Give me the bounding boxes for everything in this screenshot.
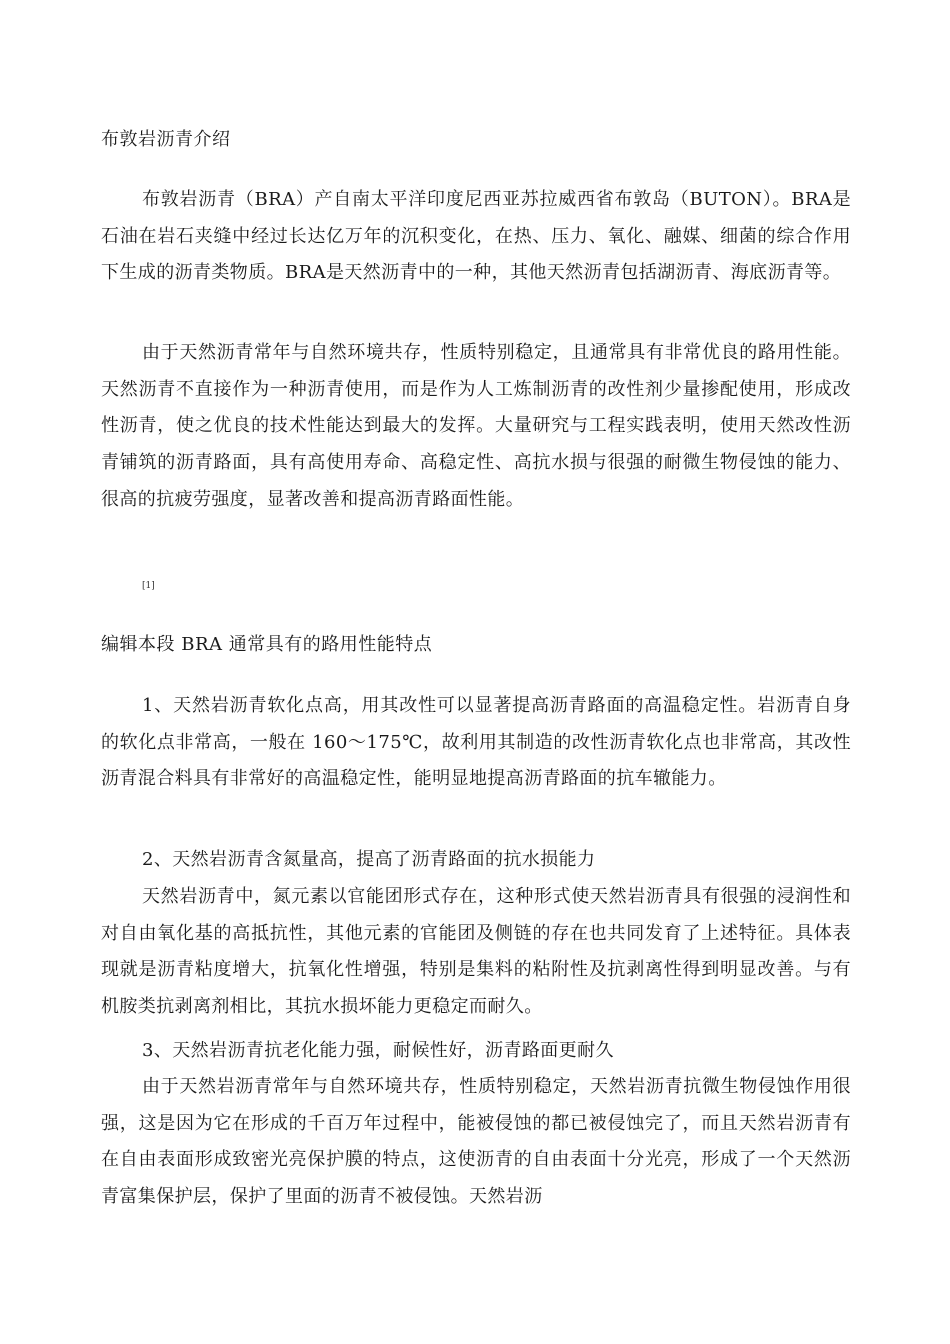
- point-3-paragraph: 由于天然岩沥青常年与自然环境共存，性质特别稳定，天然岩沥青抗微生物侵蚀作用很强，这是因为它在形成的千百万年过程中，能被侵蚀的都已被侵蚀完了，而且天然岩沥青有在自由表面形成致密光亮保护膜的特点，这使沥青的自由表面十分光亮，形成了一个天然沥青富集保护层，保护了里面的沥青不被侵蚀。天然岩沥: [101, 1076, 851, 1208]
- point-3-heading: 3、天然岩沥青抗老化能力强，耐候性好，沥青路面更耐久: [142, 1040, 614, 1061]
- point-2-paragraph: 天然岩沥青中，氮元素以官能团形式存在，这种形式使天然岩沥青具有很强的浸润性和对自由氧化基的高抵抗性，其他元素的官能团及侧链的存在也共同发育了上述特征。具体表现就是沥青粘度增大，抗氧化性增强，特别是集料的粘附性及抗剥离性得到明显改善。与有机胺类抗剥离剂相比，其抗水损坏能力更稳定而耐久。: [101, 886, 851, 1018]
- point-1-paragraph: 1、天然岩沥青软化点高，用其改性可以显著提高沥青路面的高温稳定性。岩沥青自身的软化点非常高，一般在 160～175℃，故利用其制造的改性沥青软化点也非常高，其改性沥青混合料具有非常好的高温稳定性，能明显地提高沥青路面的抗车辙能力。: [101, 695, 851, 790]
- intro-paragraph-1: 布敦岩沥青（BRA）产自南太平洋印度尼西亚苏拉威西省布敦岛（BUTON）。BRA是石油在岩石夹缝中经过长达亿万年的沉积变化，在热、压力、氧化、融媒、细菌的综合作用下生成的沥青类物质。BRA是天然沥青中的一种，其他天然沥青包括湖沥青、海底沥青等。: [101, 189, 851, 284]
- point-2-heading: 2、天然岩沥青含氮量高，提高了沥青路面的抗水损能力: [142, 849, 596, 870]
- intro-paragraph-2: 由于天然沥青常年与自然环境共存，性质特别稳定，且通常具有非常优良的路用性能。天然沥青不直接作为一种沥青使用，而是作为人工炼制沥青的改性剂少量掺配使用，形成改性沥青，使之优良的技术性能达到最大的发挥。大量研究与工程实践表明，使用天然改性沥青铺筑的沥青路面，具有高使用寿命、高稳定性、高抗水损与很强的耐微生物侵蚀的能力、很高的抗疲劳强度，显著改善和提高沥青路面性能。: [101, 342, 851, 510]
- section-heading: 编辑本段 BRA 通常具有的路用性能特点: [101, 634, 433, 655]
- document-title: 布敦岩沥青介绍: [101, 129, 231, 150]
- reference-mark: [1]: [142, 581, 155, 591]
